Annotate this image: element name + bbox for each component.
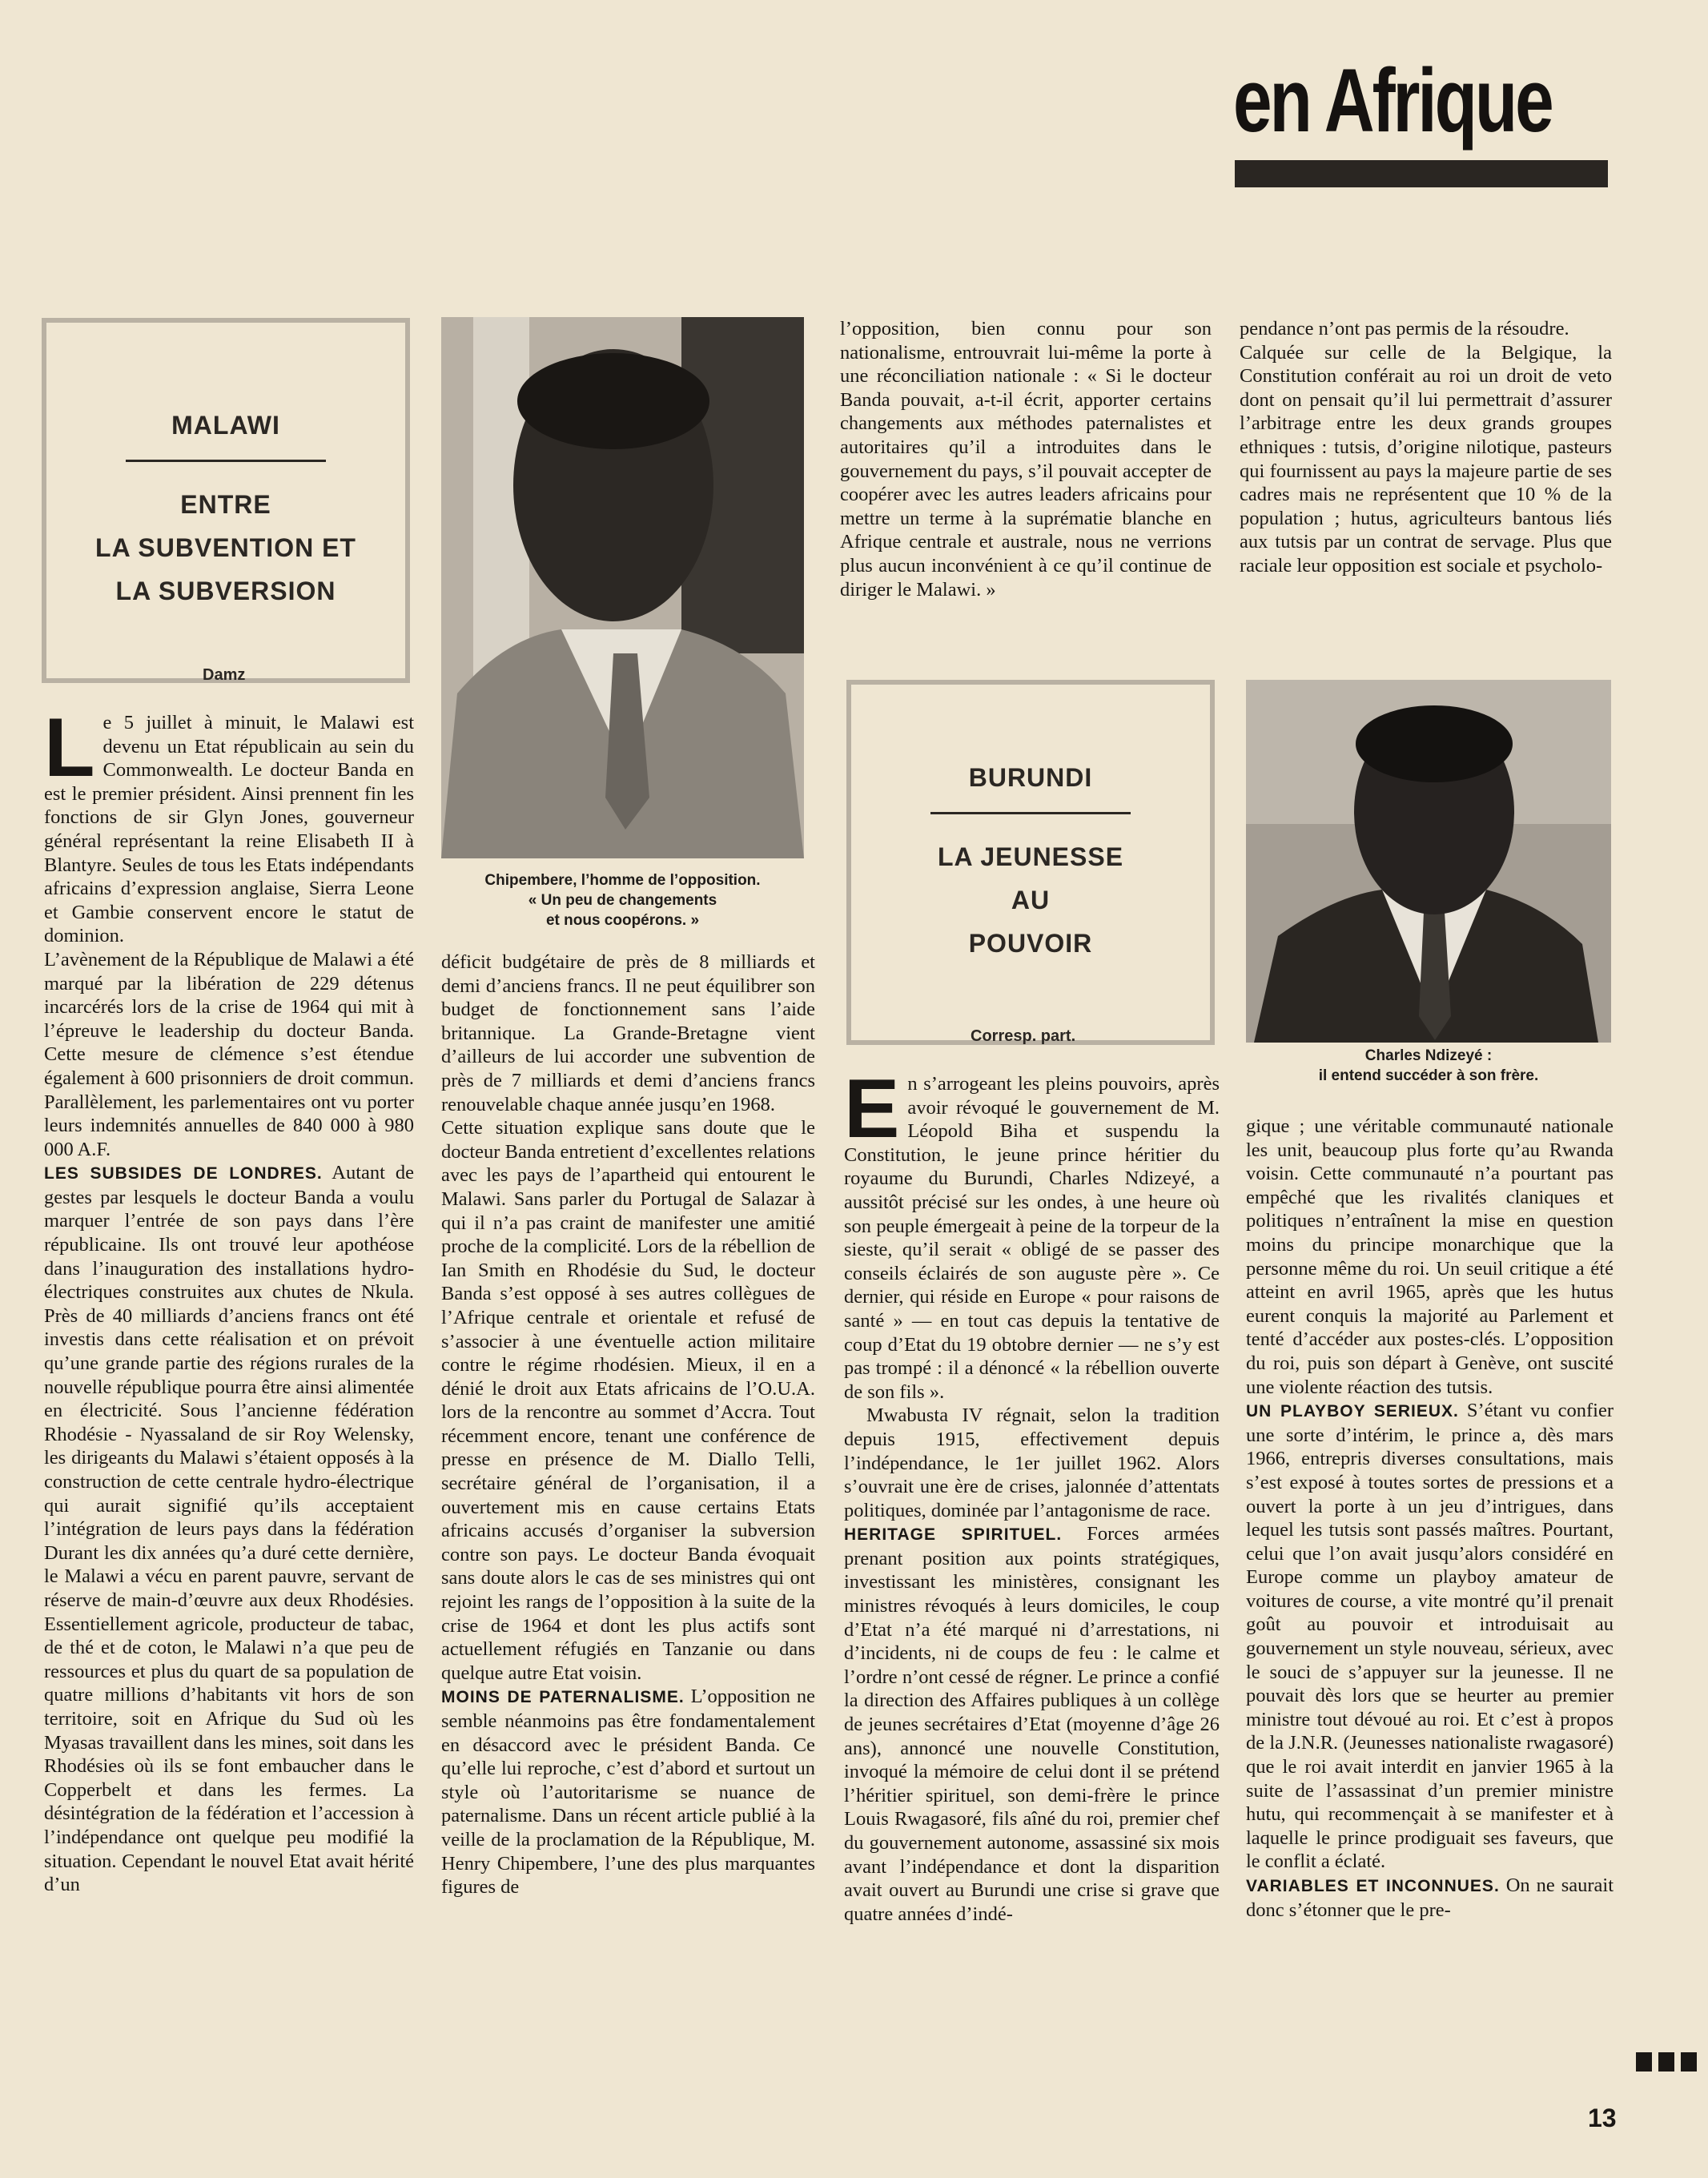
- malawi-country: MALAWI: [171, 411, 280, 440]
- burundi-paragraph: Mwabusta IV régnait, selon la tradition depuis 1915, effectivement depuis l’indépendance, le 1er juillet 1962. Alors s’ouvrait une ère de crises, jalonnée d’attentats politiques, dominée par l’antagonisme de race.: [844, 1404, 1220, 1521]
- malawi-paragraph: L’avènement de la République de Malawi a été marqué par la libération de 229 détenus incarcérés lors de la crise de 1964 qui mit à l’épreuve le leadership du docteur Banda. Cette mesure de clémence s’est étendue également à 600 prisonniers de droit commun. Parallèlement, les parlementaires ont vu porter leurs indemnités annuelles de 840 000 à 980 000 A.F.: [44, 948, 414, 1160]
- burundi-headline-box: [846, 680, 1215, 1045]
- caption-line: Charles Ndizeyé :: [1364, 1047, 1493, 1064]
- malawi-subhead-paternalisme: MOINS DE PATERNALISME.: [441, 1688, 685, 1707]
- burundi-paragraph: gique ; une véritable communauté nationale les unit, beaucoup plus forte qu’au Rwanda voisin. Cette communauté n’a pourtant pas empêché que les rivalités claniques et politiques n’entraînent la mise en question moins du principe monarchique que la personne même du roi. Un seuil critique a été atteint en avril 1965, après que les hutus eurent conquis la majorité au Parlement et tenté d’accéder aux postes-clés. L’opposition du roi, puis son départ à Genève, ont suscité une violente réaction des tutsis.: [1246, 1115, 1614, 1398]
- burundi-paragraph: Forces armées prenant position aux points stratégiques, investissant les ministères, consignant les ministres révoqués à leurs domiciles, le coup d’Etat n’a été marqué ni d’arrestations, ni d’incidents, ni de coups de feu : le calme et l’ordre n’ont cessé de régner. Le prince a confié la direction des Affaires publiques à un collège de jeunes secrétaires d’Etat (moyenne d’âge 26 ans), annoncé une nouvelle Constitution, invoqué la mémoire de celui dont il se prétend l’héritier spirituel, son demi-frère le prince Louis Rwagasoré, fils aîné du roi, premier chef du gouvernement autonome, assassiné six mois avant l’indépendance et dont la disparition avait ouvert au Burundi une crise si grave que quatre années d’indé-: [844, 1523, 1220, 1925]
- burundi-paragraph: S’étant vu confier une sorte d’intérim, le prince a, dès mars 1966, entrepris diverses consultations, mais s’est exposé à toutes sortes de pressions et a ouvert la porte à un jeu d’intrigues, dans lequel les tutsis sont passés maîtres. Pourtant, celui que l’on avait jusqu’alors considéré en Europe comme un playboy amateur de voitures de course, a vite montré qu’il prenait goût au pouvoir et introduisait au gouvernement un style nouveau, sérieux, avec le souci de s’appuyer sur la jeunesse. Il ne pouvait dès lors que se heurter au premier ministre tout dévoué au roi. Et c’est à propos de la J.N.R. (Jeunesses nationaliste rwagasoré) que le roi avait interdit en janvier 1965 à la suite de l’assassinat d’un premier ministre hutu, qui recommençait à se manifester et à laquelle le prince prodiguait ses faveurs, que le conflit a éclaté.: [1246, 1400, 1614, 1873]
- malawi-column-2: [441, 950, 815, 2076]
- burundi-subhead-heritage: HERITAGE SPIRITUEL.: [844, 1525, 1063, 1545]
- malawi-paragraph: Autant de gestes par lesquels le docteur Banda a voulu marquer l’entrée de son pays dans l’ère républicaine. Ils ont trouvé leur apothéose dans l’inauguration des installations hydro-électriques construites aux chutes de Nkula. Près de 40 milliards d’anciens francs ont été investis dans cette réalisation et on prévoit qu’une grande partie des régions rurales de la nouvelle république pourra être ainsi alimentée en électricité. Sous l’ancienne fédération Rhodésie - Nyassaland de sir Roy Welensky, les dirigeants du Malawi s’étaient opposés à la construction de cette centrale hydro-électrique qui aurait signifié qu’ils acceptaient l’intégration de leurs pays dans la fédération Durant les dix années qu’a duré cette dernière, le Malawi a vécu en parent pauvre, servant de réserve de main-d’œuvre aux deux Rhodésies. Essentiellement agricole, producteur de tabac, de thé et de coton, le Malawi n’a que peu de ressources et plus du quart de sa population de quatre millions d’habitants vit hors de son territoire, soit en Afrique du Sud où les Myasas travaillent dans les mines, soit dans les Rhodésies où ils se font embaucher dans le Copperbelt et dans les fermes. La désintégration de la fédération et l’accession à l’indépendance ont quelque peu modifié la situation. Cependant le nouvel Etat avait hérité d’un: [44, 1162, 414, 1896]
- portrait-illustration: [441, 317, 804, 858]
- caption-line: Chipembere, l’homme de l’opposition.: [484, 872, 761, 889]
- burundi-paragraph: On ne saurait donc s’étonner que le pre-: [1246, 1875, 1614, 1921]
- malawi-headline-line-2: LA SUBVENTION ET: [95, 533, 356, 562]
- ndizeye-caption: [1246, 1046, 1611, 1086]
- malawi-column-1: [44, 711, 414, 2076]
- chipembere-photo: [441, 317, 804, 858]
- continuation-marks: [1636, 2052, 1697, 2072]
- malawi-paragraph: déficit budgétaire de près de 8 milliards et demi d’anciens francs. Il ne peut équilibrer son budget de fonctionnement sans l’aide britannique. La Grande-Bretagne vient d’ailleurs de lui accorder une subvention de près de 7 milliards et demi d’anciens francs renouvelable chaque année jusqu’en 1968.: [441, 951, 815, 1115]
- burundi-intro-text: n s’arrogeant les pleins pouvoirs, après avoir révoqué le gouvernement de M. Léopold Biha et suspendu la Constitution, le jeune prince héritier du royaume du Burundi, Charles Ndizeyé, a aussitôt précisé sur les ondes, à une heure où son peuple émergeait à peine de la torpeur de la sieste, qu’il serait « obligé de se passer des conseils éclairés de son auguste père ». Ce dernier, qui réside en Europe « pour raisons de santé » — en tout cas depuis la tentative de coup d’Etat du 19 obtobre dernier — ne s’y est pas trompé : il a dénoncé « la rébellion ouverte de son fils ».: [844, 1073, 1220, 1403]
- headline-rule: [930, 812, 1131, 814]
- burundi-headline-line-1: LA JEUNESSE: [937, 842, 1124, 871]
- burundi-column-3: [844, 1072, 1220, 2076]
- burundi-column-4-top: [1240, 317, 1612, 649]
- malawi-byline: Damz: [203, 666, 246, 684]
- malawi-paragraph: L’opposition ne semble néanmoins pas être fondamentalement en désaccord avec le président Banda. Ce qu’elle lui reproche, c’est d’abord et surtout un style où l’autoritarisme se nuance de paternalisme. Dans un récent article publié à la veille de la proclamation de la République, M. Henry Chipembere, l’une des plus marquantes figures de: [441, 1686, 815, 1899]
- caption-line: il entend succéder à son frère.: [1318, 1067, 1539, 1084]
- chipembere-caption: [441, 870, 804, 930]
- malawi-dropcap: L: [44, 711, 95, 794]
- burundi-byline: Corresp. part.: [971, 1027, 1076, 1045]
- burundi-subhead-variables: VARIABLES ET INCONNUES.: [1246, 1877, 1500, 1895]
- section-title: en Afrique: [1233, 50, 1552, 151]
- malawi-subhead-subsides: LES SUBSIDES DE LONDRES.: [44, 1164, 323, 1183]
- caption-line: « Un peu de changements: [528, 892, 717, 909]
- burundi-headline-line-3: POUVOIR: [968, 929, 1093, 958]
- burundi-headline-line-2: AU: [1011, 886, 1051, 914]
- malawi-headline-line-3: LA SUBVERSION: [115, 577, 336, 605]
- portrait-illustration: [1246, 680, 1611, 1043]
- section-title-bar: [1235, 160, 1608, 187]
- malawi-column-3: [840, 317, 1212, 649]
- malawi-headline-line-1: ENTRE: [180, 490, 271, 519]
- page-number: 13: [1588, 2104, 1617, 2132]
- burundi-country: BURUNDI: [968, 763, 1093, 792]
- burundi-dropcap: E: [844, 1072, 900, 1155]
- ndizeye-photo: [1246, 680, 1611, 1043]
- burundi-paragraph: pendance n’ont pas permis de la résoudre.: [1240, 318, 1569, 340]
- burundi-paragraph: Calquée sur celle de la Belgique, la Constitution conférait au roi un droit de veto dont on pensait qu’il lui permettrait d’assurer l’arbitrage entre les deux grands groupes ethniques : tutsis, d’origine nilotique, pasteurs qui fournissent au pays la majeure partie de ses cadres mais ne représentent que 10 % de la population ; hutus, agriculteurs bantous liés aux tutsis par un contrat de servage. Plus que raciale leur opposition est sociale et psycholo-: [1240, 341, 1612, 577]
- burundi-column-4-bottom: [1246, 1115, 1614, 2076]
- headline-rule: [126, 460, 326, 462]
- malawi-paragraph: l’opposition, bien connu pour son nationalisme, entrouvrait lui-même la porte à une réconciliation nationale : « Si le docteur Banda pouvait, a-t-il écrit, apporter certains changements aux méthodes paternalistes et autoritaires qu’il a introduites dans le gouvernement du pays, s’il pouvait accepter de coopérer avec les autres leaders africains pour mettre un terme à la suprématie blanche en Afrique centrale et australe, nous ne verrions plus aucun inconvénient à ce qu’il continue de diriger le Malawi. »: [840, 318, 1212, 601]
- burundi-subhead-playboy: UN PLAYBOY SERIEUX.: [1246, 1402, 1459, 1421]
- malawi-intro-text: e 5 juillet à minuit, le Malawi est devenu un Etat républicain au sein du Commonwealth. Le docteur Banda en est le premier président. Ainsi prennent fin les fonctions de sir Glyn Jones, gouverneur général représentant la reine Elisabeth II à Blantyre. Seules de tous les Etats indépendants africains d’expression anglaise, Sierra Leone et Gambie conservent encore le statut de dominion.: [44, 712, 414, 947]
- caption-line: et nous coopérons. »: [545, 912, 700, 929]
- malawi-headline-box: [42, 318, 410, 683]
- malawi-paragraph: Cette situation explique sans doute que le docteur Banda entretient d’excellentes relations avec les pays de l’apartheid qui entourent le Malawi. Sans parler du Portugal de Salazar à qui il n’a pas craint de manifester une amitié proche de la complicité. Lors de la rébellion de Ian Smith en Rhodésie du Sud, le docteur Banda s’est opposé à ses autres collègues de l’Afrique centrale et orientale et refusé de s’associer à une éventuelle action militaire contre le régime rhodésien. Mieux, il en a dénié le droit aux Etats africains de l’O.U.A. lors de la rencontre au sommet d’Accra. Tout récemment encore, tenant une conférence de presse en présence de M. Diallo Telli, secrétaire général de l’organisation, il a ouvertement mis en cause certains Etats africains accusés d’organiser la subversion contre son pays. Le docteur Banda évoquait sans doute alors le cas de ses ministres qui ont rejoint les rangs de l’opposition à la suite de la crise de 1964 et dont les plus actifs sont actuellement réfugiés en Tanzanie ou dans quelque autre Etat voisin.: [441, 1117, 815, 1684]
